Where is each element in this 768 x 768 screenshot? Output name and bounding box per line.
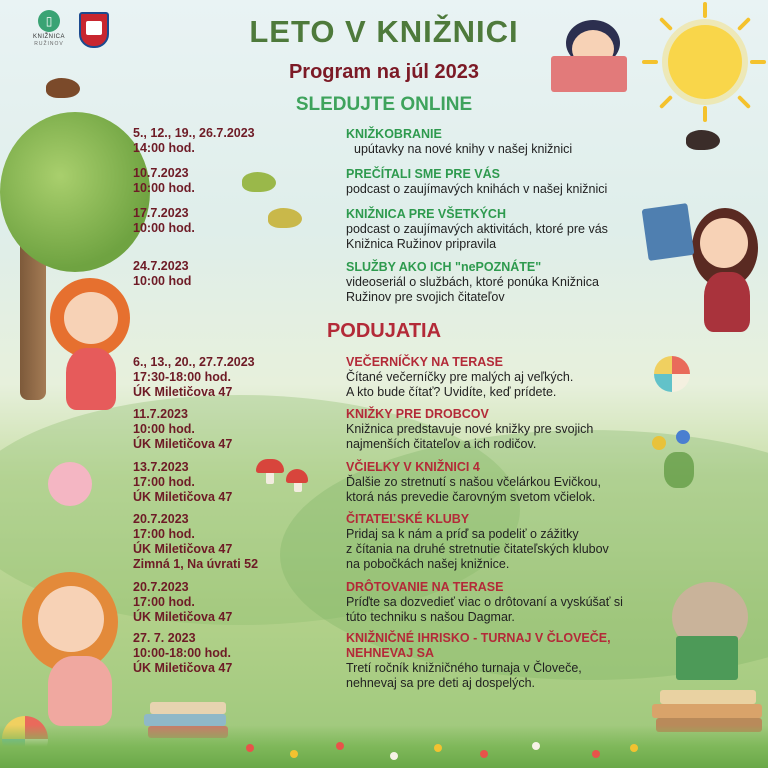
online-item-description: upútavky na nové knihy v našej knižnici xyxy=(354,142,573,156)
event-item-description: Pridaj sa k nám a príď sa podeliť o zážitky xyxy=(346,527,579,541)
event-item-date: 20.7.2023 xyxy=(133,512,189,526)
flower-icon xyxy=(246,744,254,752)
book-stack-illustration xyxy=(150,702,226,714)
logo-text: KNIŽNICA xyxy=(32,34,65,40)
event-item-title: KNIŽKY PRE DROBCOV xyxy=(346,407,489,421)
flower-icon xyxy=(390,752,398,760)
girl-dress xyxy=(66,348,116,410)
event-item-time: 10:00-18:00 hod. xyxy=(133,646,231,660)
grass-illustration xyxy=(664,452,694,488)
girl-face xyxy=(38,586,104,652)
event-item-location: Zimná 1, Na úvrati 52 xyxy=(133,557,259,571)
girl-dress xyxy=(48,656,112,726)
bird-illustration xyxy=(686,130,720,150)
event-item-description: nehnevaj sa pre deti aj dospelých. xyxy=(346,676,536,690)
book-icon: ▯ xyxy=(38,10,60,32)
online-item-time: 10:00 hod. xyxy=(133,221,195,235)
event-item-date: 6., 13., 20., 27.7.2023 xyxy=(133,355,255,369)
online-item-description: podcast o zaujímavých aktivitách, ktoré pre vás xyxy=(346,222,608,236)
online-item-title: SLUŽBY AKO ICH "nePOZNÁTE" xyxy=(346,260,542,274)
online-item-title: KNIŽNICA PRE VŠETKÝCH xyxy=(346,207,506,221)
event-item-description: Tretí ročník knižničného turnaja v Človeče, xyxy=(346,661,582,675)
ball-illustration xyxy=(654,356,690,392)
event-item-description: z čítania na druhé stretnutie čitateľských klubov xyxy=(346,542,609,556)
flower-illustration xyxy=(48,462,92,506)
page-title: LETO V KNIŽNICI xyxy=(249,14,519,49)
book-illustration xyxy=(642,203,695,261)
online-item-time: 10:00 hod. xyxy=(133,181,195,195)
girl-face xyxy=(700,218,748,268)
event-item-description: A kto bude čítať? Uvidíte, keď prídete. xyxy=(346,385,557,399)
flower-icon xyxy=(336,742,344,750)
meadow-illustration xyxy=(0,725,768,768)
event-item-location: ÚK Miletičova 47 xyxy=(133,661,233,675)
flower-icon xyxy=(480,750,488,758)
event-item-location: ÚK Miletičova 47 xyxy=(133,437,233,451)
flower-icon xyxy=(290,750,298,758)
flower-illustration xyxy=(676,430,690,444)
event-item-description: ktorá nás prevedie čarovným svetom včielok. xyxy=(346,490,596,504)
online-item-date: 5., 12., 19., 26.7.2023 xyxy=(133,126,255,140)
event-item-title: VČIELKY V KNIŽNICI 4 xyxy=(346,460,480,474)
event-item-title: DRÔTOVANIE NA TERASE xyxy=(346,580,504,594)
event-item-time: 17:00 hod. xyxy=(133,475,195,489)
event-item-description: túto techniku s našou Dagmar. xyxy=(346,610,515,624)
online-item-date: 17.7.2023 xyxy=(133,206,189,220)
event-item-date: 20.7.2023 xyxy=(133,580,189,594)
event-item-title: KNIŽNIČNÉ IHRISKO - TURNAJ V ČLOVEČE, xyxy=(346,631,611,645)
event-item-time: 10:00 hod. xyxy=(133,422,195,436)
online-item-description: Ružinov pre svojich čitateľov xyxy=(346,290,505,304)
event-item-date: 11.7.2023 xyxy=(133,407,188,421)
event-item-description: najmenších čitateľov a ich rodičov. xyxy=(346,437,537,451)
book-stack-illustration xyxy=(652,704,762,718)
flower-icon xyxy=(630,744,638,752)
online-item-title: PREČÍTALI SME PRE VÁS xyxy=(346,167,500,181)
page-subtitle: Program na júl 2023 xyxy=(288,61,480,83)
event-item-description: Príďte sa dozvedieť viac o drôtovaní a vyskúšať si xyxy=(346,595,623,609)
online-item-time: 10:00 hod xyxy=(133,274,192,288)
flower-illustration xyxy=(652,436,666,450)
event-item-time: 17:00 hod. xyxy=(133,527,195,541)
event-item-description: na pobočkách našej knižnice. xyxy=(346,557,510,571)
event-item-time: 17:00 hod. xyxy=(133,595,195,609)
event-item-title: NEHNEVAJ SA xyxy=(346,646,434,660)
book-illustration xyxy=(676,636,738,680)
online-item-date: 10.7.2023 xyxy=(133,166,189,180)
tree-illustration xyxy=(0,112,150,272)
event-item-title: VEČERNÍČKY NA TERASE xyxy=(346,355,503,369)
event-item-description: Čítané večerníčky pre malých aj veľkých. xyxy=(346,370,574,384)
event-item-title: ČITATEĽSKÉ KLUBY xyxy=(346,512,470,526)
section-heading-events: PODUJATIA xyxy=(326,320,442,342)
event-item-location: ÚK Miletičova 47 xyxy=(133,490,233,504)
event-item-location: ÚK Miletičova 47 xyxy=(133,610,233,624)
flower-icon xyxy=(434,744,442,752)
online-item-description: podcast o zaujímavých knihách v našej knižnici xyxy=(346,182,608,196)
event-item-time: 17:30-18:00 hod. xyxy=(133,370,231,384)
event-item-description: Ďalšie zo stretnutí s našou včelárkou Evičkou, xyxy=(346,475,601,489)
flower-icon xyxy=(592,750,600,758)
event-item-description: Knižnica predstavuje nové knižky pre svojich xyxy=(346,422,594,436)
flower-icon xyxy=(532,742,540,750)
online-item-description: Knižnica Ružinov pripravila xyxy=(346,237,497,251)
online-item-date: 24.7.2023 xyxy=(133,259,189,273)
section-heading-online: SLEDUJTE ONLINE xyxy=(295,94,473,115)
online-item-title: KNIŽKOBRANIE xyxy=(346,127,442,141)
event-item-date: 13.7.2023 xyxy=(133,460,189,474)
book-stack-illustration xyxy=(660,690,756,704)
event-item-location: ÚK Miletičova 47 xyxy=(133,385,233,399)
logo-subtext: RUŽINOV xyxy=(34,41,64,47)
online-item-time: 14:00 hod. xyxy=(133,141,195,155)
event-item-date: 27. 7. 2023 xyxy=(133,631,196,645)
online-item-description: videoseriál o službách, ktoré ponúka Knižnica xyxy=(346,275,599,289)
event-item-location: ÚK Miletičova 47 xyxy=(133,542,233,556)
